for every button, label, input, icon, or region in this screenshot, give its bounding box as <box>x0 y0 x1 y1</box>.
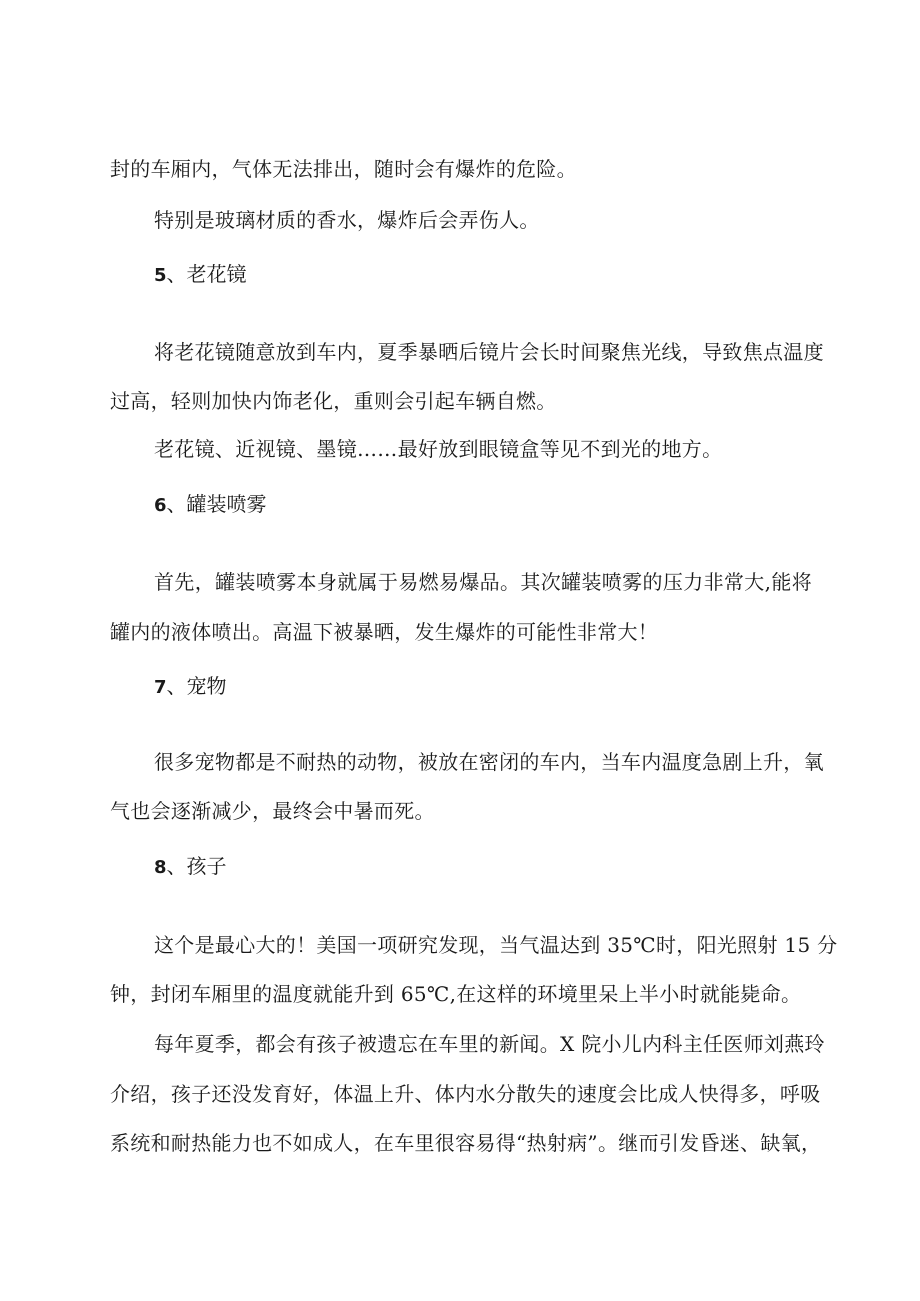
paragraph-line: 这个是最心大的！美国一项研究发现，当气温达到 35℃时，阳光照射 15 分 <box>154 933 838 957</box>
section-number: 8 <box>154 857 167 878</box>
paragraph-line: 过高，轻则加快内饰老化，重则会引起车辆自燃。 <box>110 389 557 413</box>
paragraph-line: 首先，罐装喷雾本身就属于易燃易爆品。其次罐装喷雾的压力非常大,能将 <box>154 570 812 594</box>
section-heading-5 <box>154 261 247 289</box>
paragraph-line: 每年夏季，都会有孩子被遗忘在车里的新闻。X 院小儿内科主任医师刘燕玲 <box>154 1032 825 1056</box>
paragraph-line: 很多宠物都是不耐热的动物，被放在密闭的车内，当车内温度急剧上升，氧 <box>154 750 824 774</box>
paragraph-line: 罐内的液体喷出。高温下被暴晒，发生爆炸的可能性非常大！ <box>110 620 659 644</box>
paragraph-line: 系统和耐热能力也不如成人，在车里很容易得“热射病”。继而引发昏迷、缺氧， <box>110 1131 822 1155</box>
paragraph-line: 封的车厢内，气体无法排出，随时会有爆炸的危险。 <box>110 157 577 181</box>
section-number: 6 <box>154 495 167 516</box>
paragraph-line: 气也会逐渐减少，最终会中暑而死。 <box>110 799 435 823</box>
paragraph-line: 介绍，孩子还没发育好，体温上升、体内水分散失的速度会比成人快得多，呼吸 <box>110 1082 821 1106</box>
section-heading-8 <box>154 853 227 881</box>
section-number: 7 <box>154 677 167 698</box>
section-title: 、老花镜 <box>166 262 247 286</box>
section-title: 、罐装喷雾 <box>166 492 267 516</box>
paragraph-line: 将老花镜随意放到车内，夏季暴晒后镜片会长时间聚焦光线，导致焦点温度 <box>154 340 824 364</box>
paragraph-line: 钟，封闭车厢里的温度就能升到 65℃,在这样的环境里呆上半小时就能毙命。 <box>110 982 802 1006</box>
section-title: 、宠物 <box>166 674 227 698</box>
section-title: 、孩子 <box>166 854 227 878</box>
section-heading-7 <box>154 673 227 701</box>
section-heading-6 <box>154 491 267 519</box>
section-number: 5 <box>154 265 167 286</box>
paragraph-line: 老花镜、近视镜、墨镜……最好放到眼镜盒等见不到光的地方。 <box>154 437 723 461</box>
paragraph-line: 特别是玻璃材质的香水，爆炸后会弄伤人。 <box>154 208 540 232</box>
